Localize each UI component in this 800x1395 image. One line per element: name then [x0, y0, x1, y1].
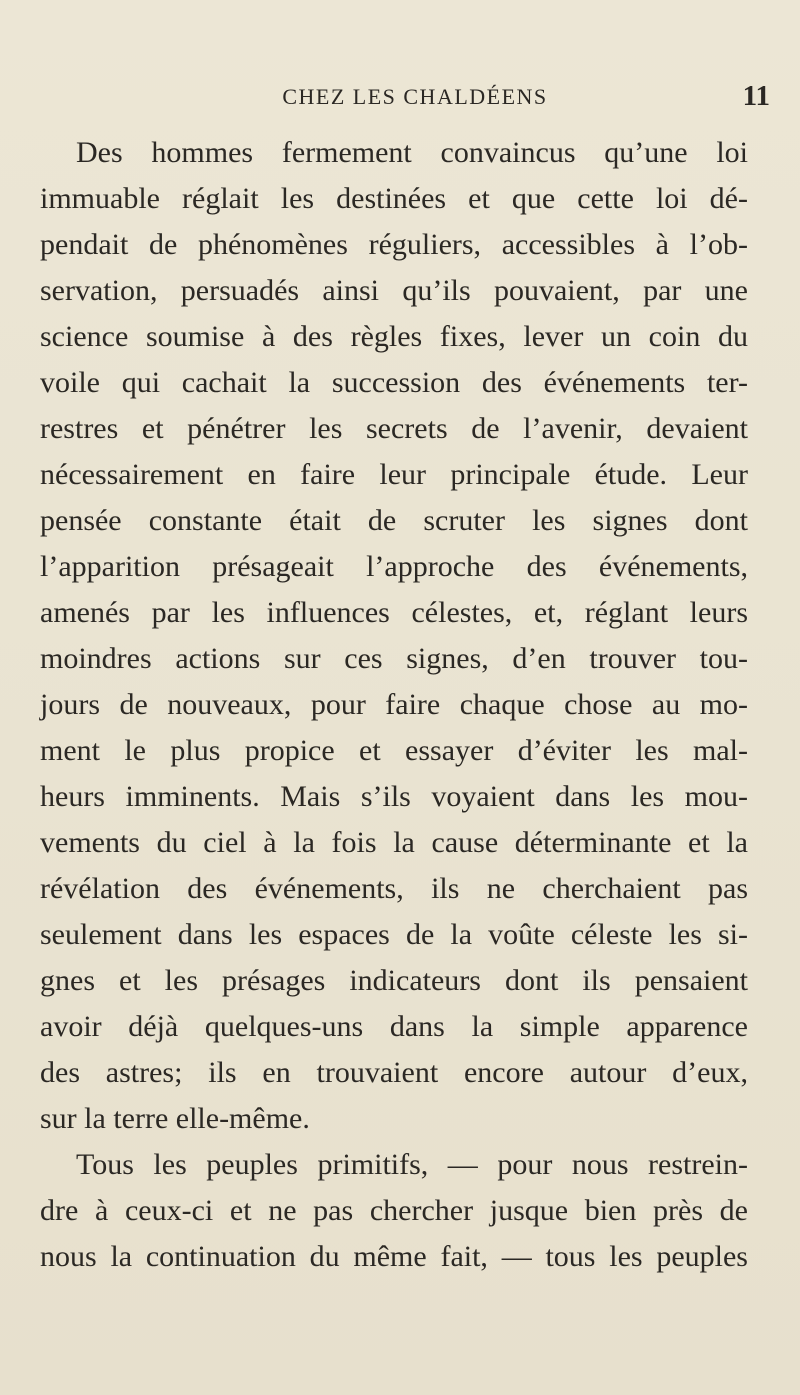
- page-number: 11: [742, 80, 770, 112]
- body-text: [40, 130, 748, 1280]
- text-line: dre à ceux-ci et ne pas chercher jusque bien près de: [40, 1194, 748, 1227]
- text-line: restres et pénétrer les secrets de l’avenir, devaient: [40, 412, 748, 445]
- running-title: CHEZ LES CHALDÉENS: [282, 84, 548, 109]
- text-line: sur la terre elle-même.: [40, 1102, 310, 1135]
- text-line: pensée constante était de scruter les signes dont: [40, 504, 748, 537]
- running-head: [30, 78, 800, 118]
- text-line: gnes et les présages indicateurs dont ils pensaient: [40, 964, 748, 997]
- text-line: nécessairement en faire leur principale étude. Leur: [40, 458, 748, 491]
- text-line: des astres; ils en trouvaient encore autour d’eux,: [40, 1056, 748, 1089]
- text-line: servation, persuadés ainsi qu’ils pouvaient, par une: [40, 274, 748, 307]
- text-line: moindres actions sur ces signes, d’en trouver tou-: [40, 642, 748, 675]
- text-line: ment le plus propice et essayer d’éviter les mal-: [40, 734, 748, 767]
- text-line: nous la continuation du même fait, — tous les peuples: [40, 1240, 748, 1273]
- text-line: pendait de phénomènes réguliers, accessibles à l’ob-: [40, 228, 748, 261]
- text-line: heurs imminents. Mais s’ils voyaient dans les mou-: [40, 780, 748, 813]
- text-line: Des hommes fermement convaincus qu’une loi: [76, 136, 748, 169]
- text-line: vements du ciel à la fois la cause déterminante et la: [40, 826, 748, 859]
- text-line: avoir déjà quelques-uns dans la simple apparence: [40, 1010, 748, 1043]
- text-line: science soumise à des règles fixes, lever un coin du: [40, 320, 748, 353]
- text-line: amenés par les influences célestes, et, réglant leurs: [40, 596, 748, 629]
- text-line: immuable réglait les destinées et que cette loi dé-: [40, 182, 748, 215]
- text-line: révélation des événements, ils ne cherchaient pas: [40, 872, 748, 905]
- text-line: Tous les peuples primitifs, — pour nous restrein-: [76, 1148, 748, 1181]
- text-line: jours de nouveaux, pour faire chaque chose au mo-: [40, 688, 748, 721]
- text-line: l’apparition présageait l’approche des événements,: [40, 550, 748, 583]
- text-line: seulement dans les espaces de la voûte céleste les si-: [40, 918, 748, 951]
- text-line: voile qui cachait la succession des événements ter-: [40, 366, 748, 399]
